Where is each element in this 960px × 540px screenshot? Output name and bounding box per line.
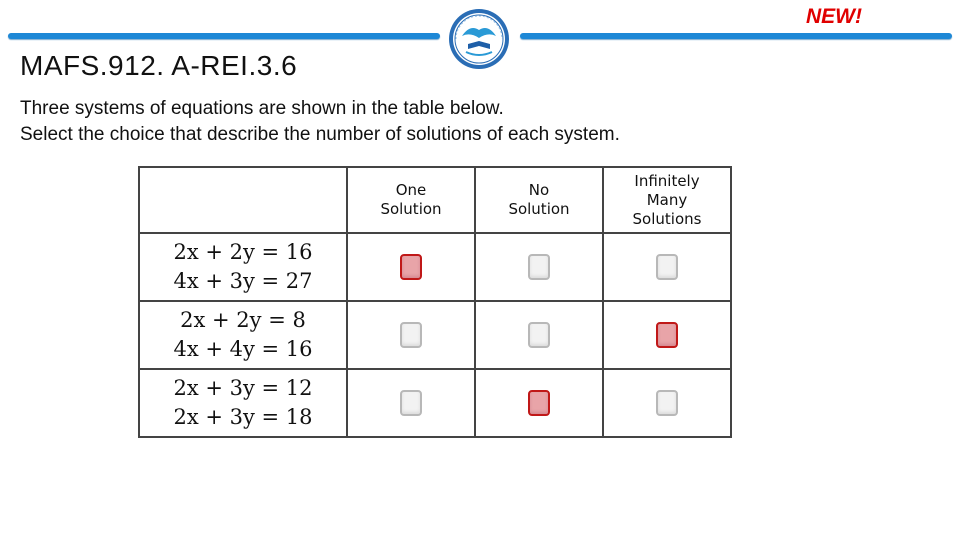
new-badge: NEW! <box>806 5 862 28</box>
choice-cell <box>603 301 731 369</box>
checkbox-one-solution[interactable] <box>400 254 422 280</box>
header-empty-cell <box>139 167 347 233</box>
choice-cell <box>347 369 475 437</box>
choice-cell <box>603 369 731 437</box>
column-header-one-solution <box>347 167 475 233</box>
table-header-row <box>139 167 731 233</box>
checkbox-infinitely-many[interactable] <box>656 390 678 416</box>
equation: 4x + 3y = 27 <box>173 269 313 293</box>
systems-table <box>138 166 732 438</box>
column-header-line: No <box>528 181 550 199</box>
choice-cell <box>347 233 475 301</box>
header-rule-right <box>520 33 952 39</box>
table-row <box>139 233 731 301</box>
column-header-line: Solution <box>508 200 570 218</box>
instructions-line-2: Select the choice that describe the number of solutions of each system. <box>20 124 620 145</box>
system-equations <box>139 369 347 437</box>
instructions-line-1: Three systems of equations are shown in the table below. <box>20 98 504 119</box>
equation: 2x + 3y = 18 <box>173 405 313 429</box>
equation: 2x + 3y = 12 <box>173 376 313 400</box>
equation: 2x + 2y = 8 <box>180 308 306 332</box>
system-equations <box>139 301 347 369</box>
choice-cell <box>603 233 731 301</box>
school-district-seal-icon <box>448 8 510 70</box>
checkbox-no-solution[interactable] <box>528 322 550 348</box>
column-header-line: Solutions <box>632 209 702 228</box>
checkbox-infinitely-many[interactable] <box>656 322 678 348</box>
standard-title: MAFS.912. A-REI.3.6 <box>20 50 298 81</box>
column-header-line: Many <box>646 190 688 209</box>
system-equations <box>139 233 347 301</box>
checkbox-no-solution[interactable] <box>528 390 550 416</box>
column-header-infinitely-many <box>603 167 731 233</box>
choice-cell <box>347 301 475 369</box>
column-header-line: One <box>395 181 427 199</box>
table-row <box>139 301 731 369</box>
choice-cell <box>475 301 603 369</box>
header-rule-left <box>8 33 440 39</box>
checkbox-infinitely-many[interactable] <box>656 254 678 280</box>
column-header-no-solution <box>475 167 603 233</box>
checkbox-no-solution[interactable] <box>528 254 550 280</box>
equation: 4x + 4y = 16 <box>173 337 313 361</box>
instructions <box>20 96 620 148</box>
equation: 2x + 2y = 16 <box>173 240 313 264</box>
choice-cell <box>475 233 603 301</box>
table-row <box>139 369 731 437</box>
column-header-line: Infinitely <box>634 171 700 190</box>
checkbox-one-solution[interactable] <box>400 390 422 416</box>
column-header-line: Solution <box>380 200 442 218</box>
checkbox-one-solution[interactable] <box>400 322 422 348</box>
choice-cell <box>475 369 603 437</box>
